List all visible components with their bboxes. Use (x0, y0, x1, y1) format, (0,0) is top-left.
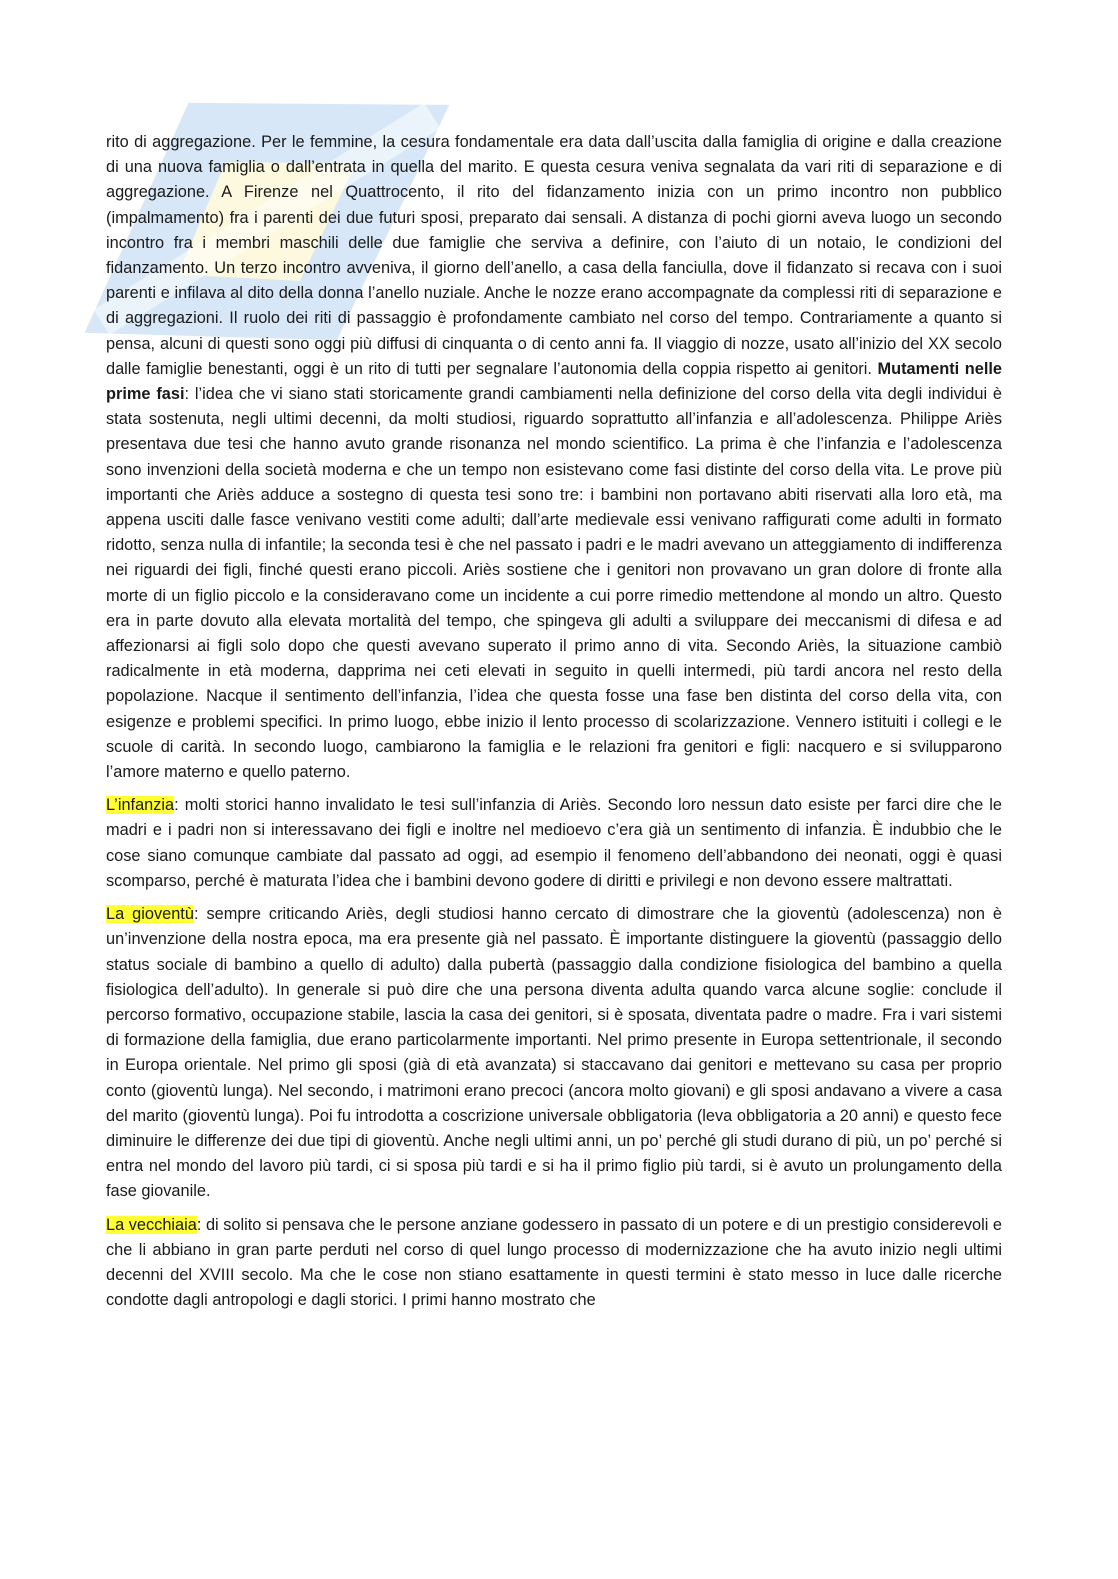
highlighted-heading-vecchiaia: La vecchiaia (106, 1215, 197, 1234)
paragraph-text: : l’idea che vi siano stati storicamente grandi cambiamenti nella definizione del corso della vita degli individui è stata sostenuta, negli ultimi decenni, da molti studiosi, riguardo soprattutto all’infanzia e all’adolescenza. Philippe Ariès presentava due tesi che hanno avuto grande risonanza nel mondo scientifico. La prima è che l’infanzia e l’adolescenza sono invenzioni della società moderna e che un tempo non esistevano come fasi distinte del corso della vita. Le prove più importanti che Ariès adduce a sostegno di questa tesi sono tre: i bambini non portavano abiti riservati alla loro età, ma appena usciti dalle fasce venivano vestiti come adulti; dall’arte medievale essi venivano raffigurati come adulti in formato ridotto, senza nulla di infantile; la seconda tesi è che nel passato i padri e le madri avevano un atteggiamento di indifferenza nei riguardi dei figli, finché questi erano piccoli. Ariès sostiene che i genitori non provavano un gran dolore di fronte alla morte di un figlio piccolo e la consideravano come un incidente a cui porre rimedio mettendone al mondo un altro. Questo era in parte dovuto alla elevata mortalità del tempo, che spingeva gli adulti a sviluppare dei meccanismi di difesa e ad affezionarsi ai figli solo dopo che questi avevano superato il primo anno di vita. Secondo Ariès, la situazione cambiò radicalmente in età moderna, dapprima nei ceti elevati in seguito in quelli intermedi, più tardi ancora nel resto della popolazione. Nacque il sentimento dell’infanzia, l’idea che questa fosse una fase ben distinta del corso della vita, con esigenze e problemi specifici. In primo luogo, ebbe inizio il lento processo di scolarizzazione. Vennero istituiti i collegi e le scuole di carità. In secondo luogo, cambiarono la famiglia e le relazioni fra genitori e figli: nacquero e si svilupparono l’amore materno e quello paterno. (106, 385, 1002, 782)
paragraph-text: rito di aggregazione. Per le femmine, la cesura fondamentale era data dall’uscita dalla famiglia di origine e dalla creazione di una nuova famiglia o dall’entrata in quella del marito. E questa cesura veniva segnalata da vari riti di separazione e di aggregazione. A Firenze nel Quattrocento, il rito del fidanzamento inizia con un primo incontro non pubblico (impalmamento) fra i parenti dei due futuri sposi, preparato dai sensali. A distanza di pochi giorni aveva luogo un secondo incontro fra i membri maschili delle due famiglie che serviva a definire, con l’aiuto di un notaio, le condizioni del fidanzamento. Un terzo incontro avveniva, il giorno dell’anello, a casa della fanciulla, dove il fidanzato si recava con i suoi parenti e infilava al dito della donna l’anello nuziale. Anche le nozze erano accompagnate da complessi riti di separazione e di aggregazioni. Il ruolo dei riti di passaggio è profondamente cambiato nel corso del tempo. Contrariamente a quanto si pensa, alcuni di questi sono oggi più diffusi di cinquanta o di cento anni fa. Il viaggio di nozze, usato all’inizio del XX secolo dalle famiglie benestanti, oggi è un rito di tutti per segnalare l’autonomia della coppia rispetto ai genitori. (106, 133, 1002, 378)
paragraph-vecchiaia (106, 1213, 1002, 1314)
highlighted-heading-infanzia: L’infanzia (106, 796, 175, 815)
section-heading-mutamenti: Mutamenti nelle prime fasi (106, 359, 1002, 404)
paragraph-text: : molti storici hanno invalidato le tesi sull’infanzia di Ariès. Secondo loro nessun dato esiste per farci dire che le madri e i padri non si interessavano dei figli e inoltre nel medioevo c’era già un sentimento di infanzia. È indubbio che le cose siano comunque cambiate dal passato ad oggi, ad esempio il fenomeno dell’abbandono dei neonati, oggi è quasi scomparso, perché è maturata l’idea che i bambini devono godere di diritti e privilegi e non devono essere maltrattati. (106, 796, 1002, 890)
highlighted-heading-gioventu: La gioventù (106, 905, 194, 924)
paragraph-infanzia (106, 793, 1002, 894)
paragraph-text: : sempre criticando Ariès, degli studiosi hanno cercato di dimostrare che la gioventù (adolescenza) non è un’invenzione della nostra epoca, ma era presente già nel passato. È importante distinguere la gioventù (passaggio dello status sociale di bambino a quello di adulto) dalla pubertà (passaggio dalla condizione fisiologica del bambino a quella fisiologica dell’adulto). In generale si può dire che una persona diventa adulta quando varca alcune soglie: conclude il percorso formativo, occupazione stabile, lascia la casa dei genitori, si è sposata, diventata padre o madre. Fra i vari sistemi di formazione della famiglia, due erano particolarmente importanti. Nel primo presente in Europa settentrionale, il secondo in Europa orientale. Nel primo gli sposi (già di età avanzata) si staccavano dai genitori e mettevano su casa per proprio conto (gioventù lunga). Nel secondo, i matrimoni erano precoci (ancora molto giovani) e gli sposi andavano a vivere a casa del marito (gioventù lunga). Poi fu introdotta a coscrizione universale obbligatoria (leva obbligatoria a 20 anni) e questo fece diminuire le differenze dei due tipi di gioventù. Anche negli ultimi anni, un po’ perché gli studi durano di più, un po’ perché si entra nel mondo del lavoro più tardi, ci si sposa più tardi e si ha il primo figlio più tardi, si è avuto un prolungamento della fase giovanile. (106, 905, 1002, 1201)
document-page (106, 130, 1002, 1313)
paragraph-gioventu (106, 902, 1002, 1204)
paragraph-text: : di solito si pensava che le persone anziane godessero in passato di un potere e di un prestigio considerevoli e che li abbiano in gran parte perduti nel corso di quel lungo processo di modernizzazione che ha avuto inizio negli ultimi decenni del XVIII secolo. Ma che le cose non stiano esattamente in questi termini è stato messo in luce dalle ricerche condotte dagli antropologi e dagli storici. I primi hanno mostrato che (106, 1215, 1002, 1310)
paragraph-riti-e-mutamenti (106, 130, 1002, 785)
